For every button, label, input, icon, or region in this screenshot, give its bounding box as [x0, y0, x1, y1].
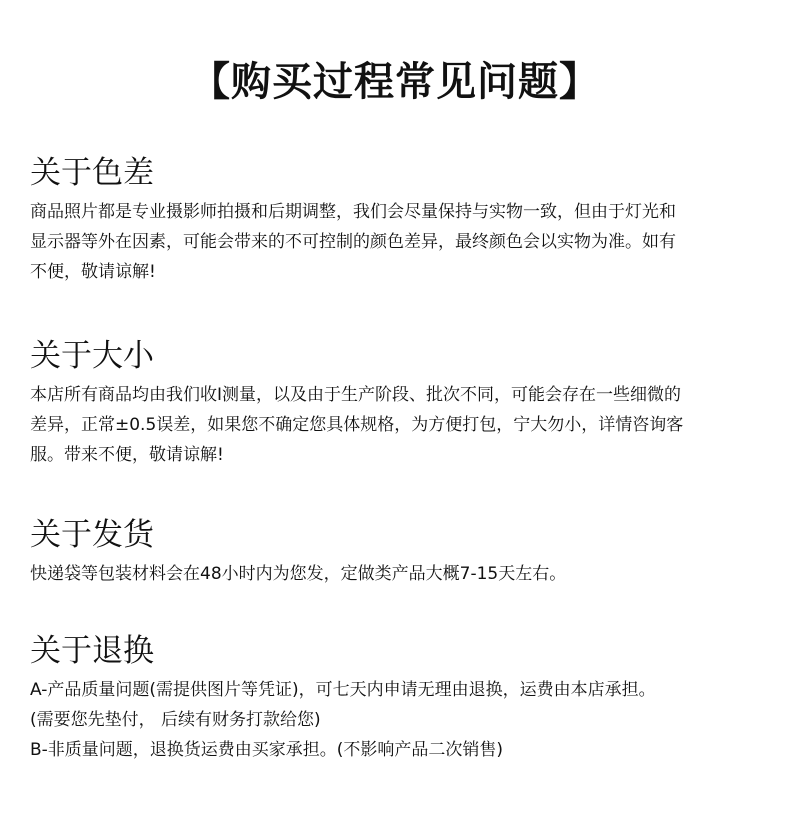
- section-heading: 关于退换: [30, 633, 154, 669]
- body-line: A-产品质量问题(需提供图片等凭证)，可七天内申请无理由退换，运费由本店承担。: [30, 680, 656, 700]
- section-size: [30, 336, 770, 470]
- page-title: 【购买过程常见问题】: [190, 59, 600, 105]
- body-line: 商品照片都是专业摄影师拍摄和后期调整，我们会尽量保持与实物一致，但由于灯光和: [30, 202, 676, 222]
- body-line: 差异，正常±0.5误差，如果您不确定您具体规格，为方便打包，宁大勿小，详情咨询客: [30, 415, 684, 435]
- section-heading: 关于色差: [30, 155, 154, 191]
- body-line: 不便，敬请谅解!: [30, 262, 156, 282]
- section-heading: 关于发货: [30, 517, 154, 553]
- section-shipping: [30, 515, 770, 589]
- body-line: 快递袋等包装材料会在48小时内为您发，定做类产品大概7-15天左右。: [30, 564, 567, 584]
- body-line: (需要您先垫付， 后续有财务打款给您): [30, 710, 321, 730]
- section-body: [30, 380, 770, 470]
- section-color-difference: [30, 153, 770, 287]
- section-returns: [30, 631, 770, 765]
- section-body: [30, 675, 770, 765]
- body-line: B-非质量问题，退换货运费由买家承担。(不影响产品二次销售): [30, 740, 504, 760]
- body-line: 本店所有商品均由我们收I测量，以及由于生产阶段、批次不同，可能会存在一些细微的: [30, 385, 682, 405]
- body-line: 服。带来不便，敬请谅解!: [30, 445, 224, 465]
- section-body: [30, 559, 770, 589]
- section-body: [30, 197, 770, 287]
- body-line: 显示器等外在因素，可能会带来的不可控制的颜色差异，最终颜色会以实物为准。如有: [30, 232, 676, 252]
- section-heading: 关于大小: [30, 338, 154, 374]
